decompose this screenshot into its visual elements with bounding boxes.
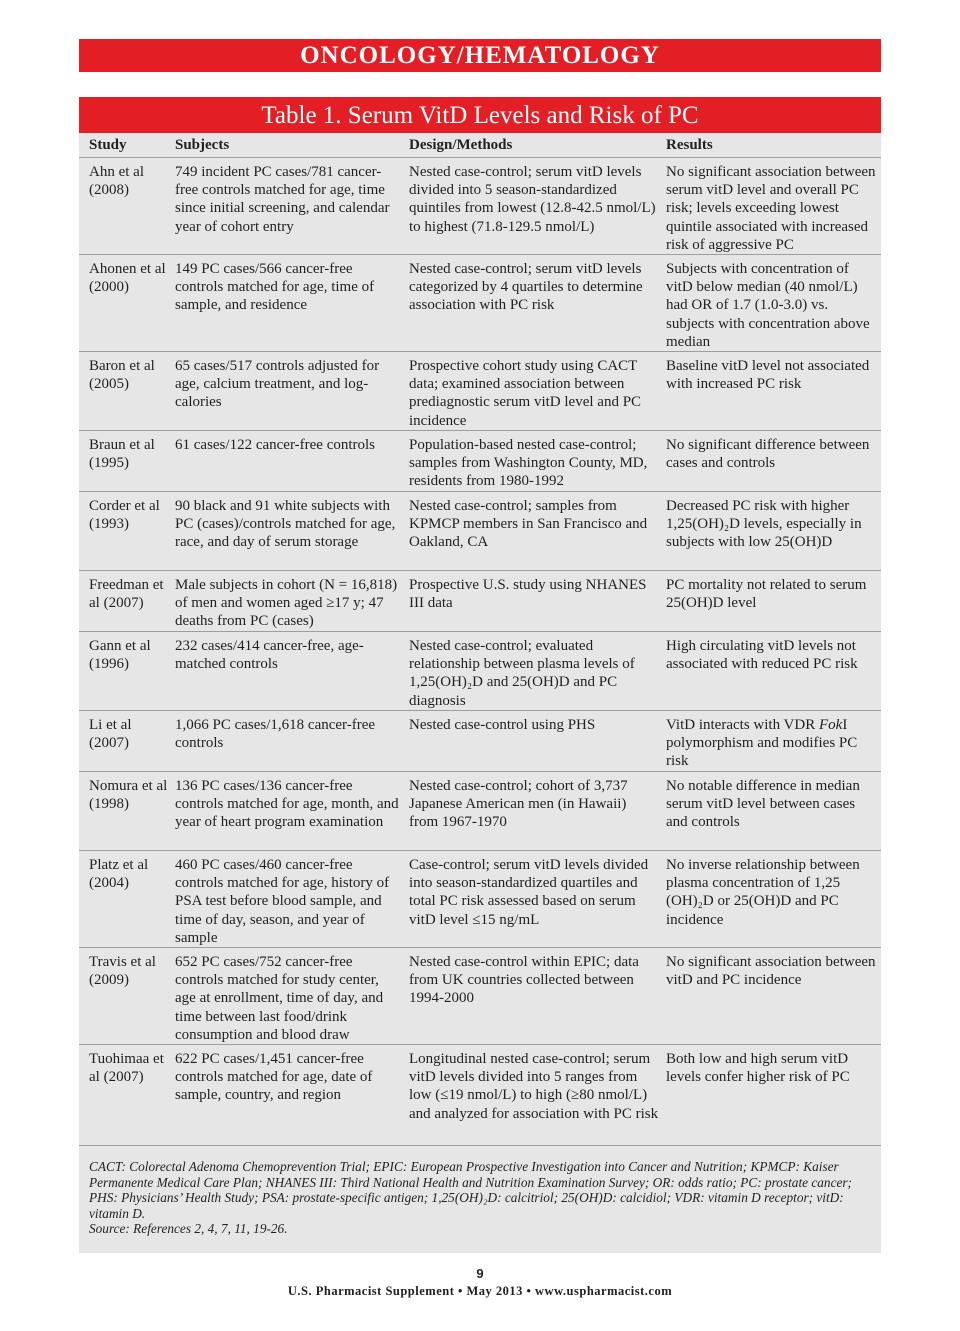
study-cell: Travis et al (2009)	[89, 954, 156, 989]
header-design: Design/Methods	[409, 137, 513, 153]
subjects-cell: 622 PC cases/1,451 cancer-free controls matched for age, date of sample, country, and region	[175, 1051, 373, 1104]
results-cell: Subjects with concentration of vitD below median (40 nmol/L) had OR of 1.7 (1.0-3.0) vs. subjects with concentration above median	[666, 261, 870, 350]
subjects-cell: 652 PC cases/752 cancer-free controls matched for study center, age at enrollment, time of day, and time between last food/drink consumption and blood draw	[175, 954, 384, 1043]
study-cell: Freedman et al (2007)	[89, 577, 164, 612]
design-cell: Nested case-control using PHS	[409, 717, 596, 733]
table-row	[79, 711, 881, 772]
results-cell: PC mortality not related to serum 25(OH)D level	[666, 577, 867, 612]
results-cell: No significant association between serum vitD level and overall PC risk; levels exceeding lowest quintile associated with increased risk of aggressive PC	[666, 164, 876, 253]
results-cell: Decreased PC risk with higher 1,25(OH)₂D levels, especially in subjects with low 25(OH)D	[666, 498, 862, 551]
study-cell: Ahn et al (2008)	[89, 164, 144, 199]
study-cell: Nomura et al (1998)	[89, 778, 168, 813]
table-row	[79, 1045, 881, 1146]
study-cell: Ahonen et al (2000)	[89, 261, 166, 296]
design-cell: Case-control; serum vitD levels divided into season-standardized quartiles and total PC risk assessed based on serum vitD level ≤15 ng/mL	[409, 857, 649, 928]
design-cell: Longitudinal nested case-control; serum vitD levels divided into 5 ranges from low (≤19 nmol/L) to high (≥80 nmol/L) and analyzed for association with PC risk	[409, 1051, 659, 1122]
table-row	[79, 431, 881, 492]
table-footnote	[89, 1159, 874, 1237]
subjects-cell: 90 black and 91 white subjects with PC (cases)/controls matched for age, race, and day of serum storage	[175, 498, 396, 551]
source-note: Source: References 2, 4, 7, 11, 19-26.	[89, 1221, 288, 1237]
subjects-cell: 61 cases/122 cancer-free controls	[175, 437, 376, 453]
results-cell: No notable difference in median serum vitD level between cases and controls	[666, 778, 860, 831]
header-subjects: Subjects	[175, 137, 230, 153]
study-cell: Braun et al (1995)	[89, 437, 155, 472]
subjects-cell: 1,066 PC cases/1,618 cancer-free controls	[175, 717, 376, 752]
subjects-cell: 749 incident PC cases/781 cancer-free controls matched for age, time since initial screening, and calendar year of cohort entry	[175, 164, 390, 235]
table-row	[79, 851, 881, 948]
results-cell: High circulating vitD levels not associated with reduced PC risk	[666, 638, 858, 673]
subjects-cell: 460 PC cases/460 cancer-free controls matched for age, history of PSA test before blood sample, and time of day, season, and year of sample	[175, 857, 390, 946]
section-banner: ONCOLOGY/HEMATOLOGY	[79, 39, 881, 72]
subjects-cell: 65 cases/517 controls adjusted for age, calcium treatment, and log-calories	[175, 358, 380, 411]
results-cell: VitD interacts with VDR FokI polymorphism and modifies PC risk	[666, 717, 858, 770]
study-cell: Gann et al (1996)	[89, 638, 151, 673]
table-title: Table 1. Serum VitD Levels and Risk of PC	[79, 97, 881, 133]
subjects-cell: Male subjects in cohort (N = 16,818) of men and women aged ≥17 y; 47 deaths from PC (cases)	[175, 577, 398, 630]
design-cell: Population-based nested case-control; samples from Washington County, MD, residents from 1980-1992	[409, 437, 648, 490]
results-cell: No significant association between vitD and PC incidence	[666, 954, 876, 989]
abbreviations-note: CACT: Colorectal Adenoma Chemoprevention Trial; EPIC: European Prospective Investigation into Cancer and Nutrition; KPMCP: Kaiser Permanente Medical Care Plan; NHANES III: Third National Health and Nutrition Examination Survey; OR: odds ratio; PC: prostate cancer; PHS: Physicians’ Health Study; PSA: prostate-specific antigen; 1,25(OH)₂D: calcitriol; 25(OH)D: calcidiol; VDR: vitamin D receptor; vitD: vitamin D.	[89, 1159, 852, 1221]
design-cell: Nested case-control; serum vitD levels divided into 5 season-standardized quintiles from lowest (12.8-42.5 nmol/L) to highest (71.8-129.5 nmol/L)	[409, 164, 656, 235]
design-cell: Nested case-control; evaluated relationship between plasma levels of 1,25(OH)₂D and 25(OH)D and PC diagnosis	[409, 638, 635, 709]
study-cell: Baron et al (2005)	[89, 358, 155, 393]
results-cell: No significant difference between cases and controls	[666, 437, 870, 472]
results-cell: Baseline vitD level not associated with increased PC risk	[666, 358, 870, 393]
table-row	[79, 352, 881, 431]
table-row	[79, 492, 881, 571]
subjects-cell: 136 PC cases/136 cancer-free controls matched for age, month, and year of heart program examination	[175, 778, 399, 831]
subjects-cell: 149 PC cases/566 cancer-free controls matched for age, time of sample, and residence	[175, 261, 375, 314]
data-table	[79, 97, 881, 1253]
page-footer	[0, 1266, 960, 1300]
results-cell: Both low and high serum vitD levels confer higher risk of PC	[666, 1051, 850, 1086]
design-cell: Nested case-control; cohort of 3,737 Japanese American men (in Hawaii) from 1967-1970	[409, 778, 628, 831]
header-study: Study	[89, 137, 127, 153]
study-cell: Li et al (2007)	[89, 717, 132, 752]
header-results: Results	[666, 137, 713, 153]
table-row	[79, 772, 881, 851]
study-cell: Platz et al (2004)	[89, 857, 149, 892]
study-cell: Tuohimaa et al (2007)	[89, 1051, 164, 1086]
design-cell: Nested case-control; samples from KPMCP members in San Francisco and Oakland, CA	[409, 498, 648, 551]
table-row	[79, 632, 881, 711]
page-number: 9	[476, 1266, 484, 1281]
table-row	[79, 255, 881, 352]
design-cell: Nested case-control; serum vitD levels categorized by 4 quartiles to determine association with PC risk	[409, 261, 643, 314]
study-cell: Corder et al (1993)	[89, 498, 160, 533]
subjects-cell: 232 cases/414 cancer-free, age-matched controls	[175, 638, 364, 673]
table-row	[79, 948, 881, 1045]
table-header-row	[79, 133, 881, 158]
results-cell: No inverse relationship between plasma concentration of 1,25 (OH)₂D or 25(OH)D and PC incidence	[666, 857, 860, 928]
publication-line: U.S. Pharmacist Supplement • May 2013 • www.uspharmacist.com	[287, 1284, 673, 1298]
design-cell: Prospective cohort study using CACT data; examined association between prediagnostic serum vitD level and PC incidence	[409, 358, 642, 429]
design-cell: Nested case-control within EPIC; data from UK countries collected between 1994-2000	[409, 954, 639, 1007]
design-cell: Prospective U.S. study using NHANES III data	[409, 577, 647, 612]
table-row	[79, 571, 881, 632]
table-row	[79, 158, 881, 255]
